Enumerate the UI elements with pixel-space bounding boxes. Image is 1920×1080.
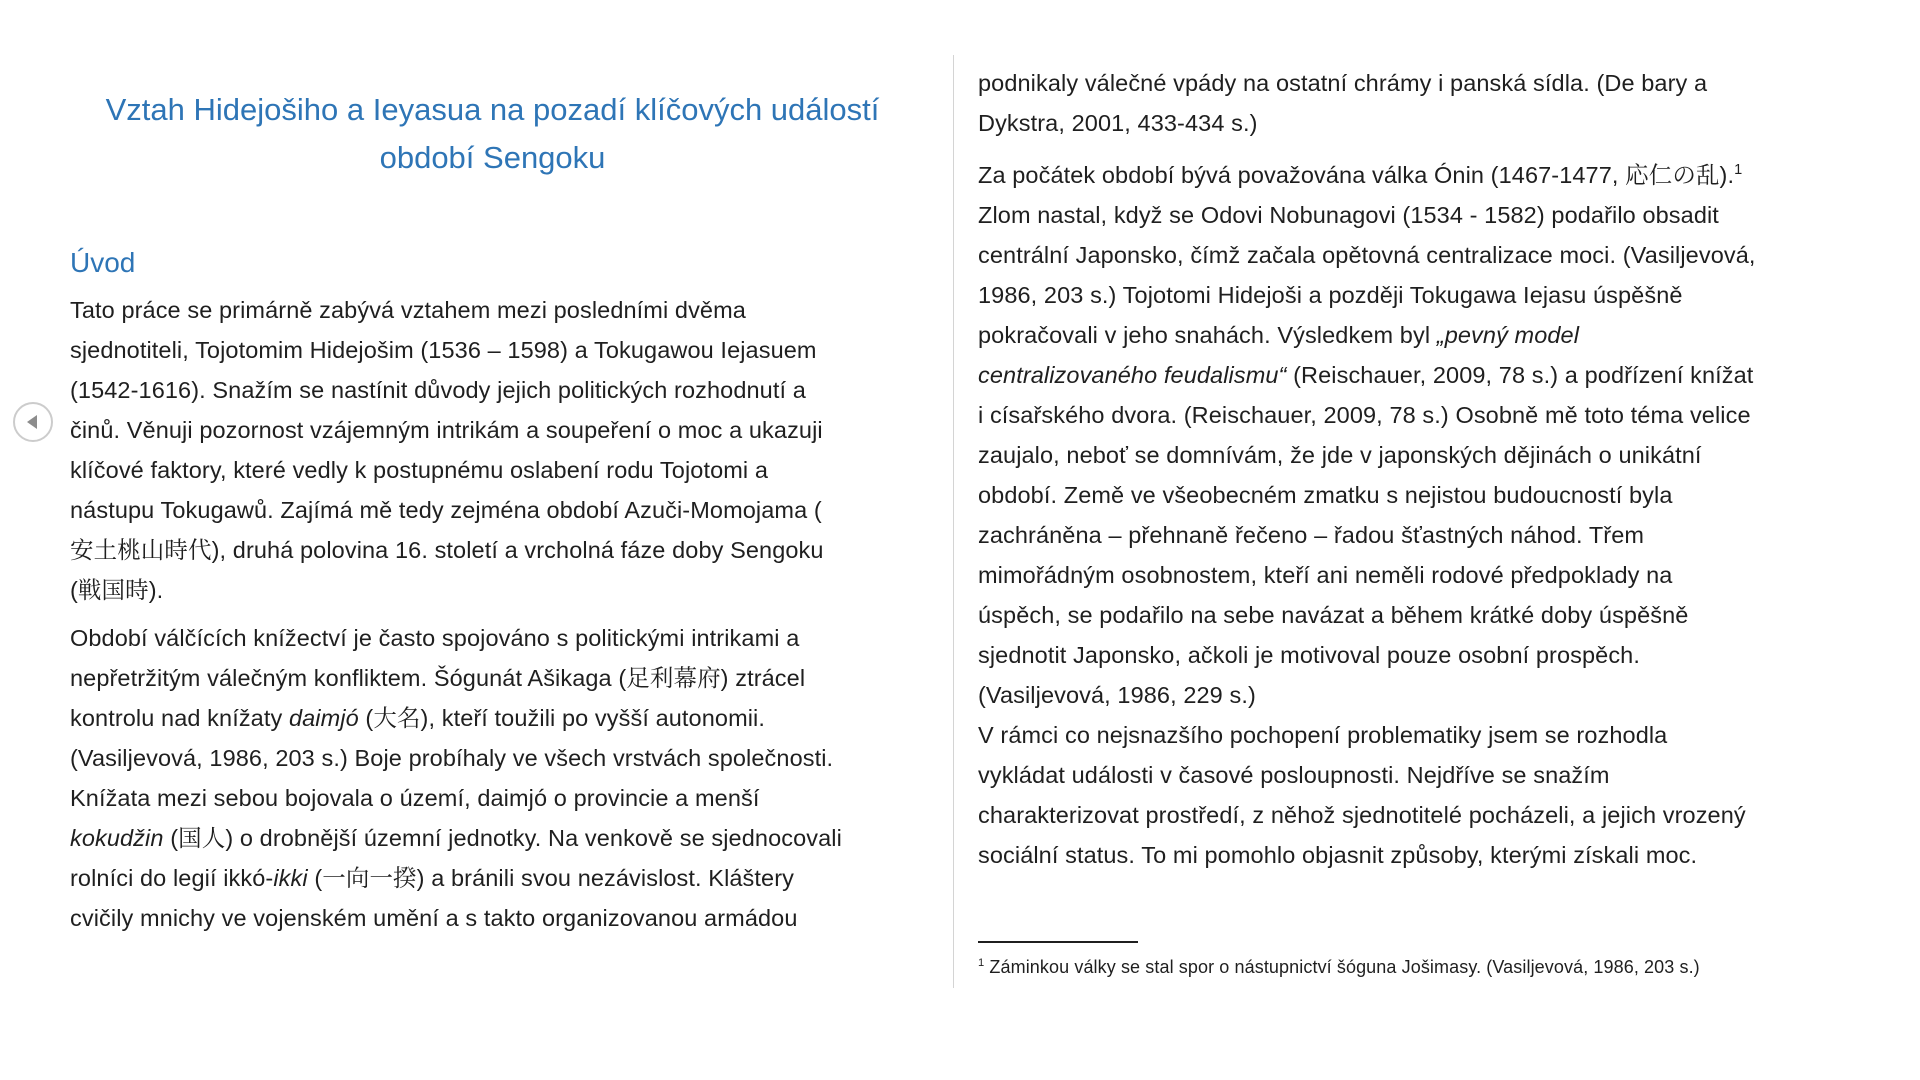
text-line [70, 290, 915, 330]
text-run: Tato práce se primárně zabývá vztahem mezi posledními dvěma [70, 297, 746, 323]
text-line [978, 63, 1823, 103]
text-line [978, 835, 1823, 875]
text-run: nástupu Tokugawů. Zajímá mě tedy zejména období Azuči-Momojama ( [70, 497, 822, 523]
text-line [70, 658, 915, 698]
text-run: úspěch, se podařilo na sebe navázat a během krátké doby úspěšně [978, 602, 1689, 628]
text-line [978, 715, 1823, 755]
text-line [70, 898, 915, 938]
text-run: (戦国時). [70, 577, 164, 603]
text-run: (Vasiljevová, 1986, 203 s.) Boje probíhaly ve všech vrstvách společnosti. [70, 745, 834, 771]
text-run: 安土桃山時代), druhá polovina 16. století a vrcholná fáze doby Sengoku [70, 537, 824, 563]
text-line [70, 370, 915, 410]
text-run: Za počátek období bývá považována válka Ónin (1467-1477, 応仁の乱). [978, 162, 1735, 188]
text-line [70, 778, 915, 818]
text-line [978, 315, 1823, 355]
text-line [978, 755, 1823, 795]
text-run: (1542-1616). Snažím se nastínit důvody jejich politických rozhodnutí a [70, 377, 806, 403]
text-run: Období válčících knížectví je často spojováno s politickými intrikami a [70, 625, 800, 651]
text-run: i císařského dvora. (Reischauer, 2009, 78 s.) Osobně mě toto téma velice [978, 402, 1751, 428]
text-line [70, 698, 915, 738]
text-line [978, 103, 1823, 143]
title-line-2: období Sengoku [379, 140, 606, 175]
text-line [70, 818, 915, 858]
text-line [70, 450, 915, 490]
text-run: (国人) o drobnější územní jednotky. Na venkově se sjednocovali [163, 825, 842, 851]
text-line [70, 330, 915, 370]
document-title [70, 86, 915, 182]
text-run: sjednotiteli, Tojotomim Hidejošim (1536 – 1598) a Tokugawou Iejasuem [70, 337, 817, 363]
text-line [978, 275, 1823, 315]
footnote-separator [978, 941, 1138, 943]
text-run: činů. Věnuji pozornost vzájemným intrikám a soupeření o moc a ukazuji [70, 417, 823, 443]
paragraph-methodology [978, 715, 1823, 875]
text-line [978, 635, 1823, 675]
italic-run: centralizovaného feudalismu“ [978, 362, 1287, 388]
text-run: pokračovali v jeho snahách. Výsledkem byl [978, 322, 1437, 348]
text-run: sociální status. To mi pomohlo objasnit způsoby, kterými získali moc. [978, 842, 1698, 868]
left-arrow-icon [27, 415, 37, 429]
text-line [70, 618, 915, 658]
text-line [70, 490, 915, 530]
text-run: mimořádným osobnostem, kteří ani neměli rodové předpoklady na [978, 562, 1673, 588]
text-run: Záminkou války se stal spor o nástupnictví šóguna Jošimasy. (Vasiljevová, 1986, 203 s.) [984, 957, 1700, 977]
text-run: V rámci co nejsnazšího pochopení problematiky jsem se rozhodla [978, 722, 1668, 748]
text-line [978, 395, 1823, 435]
text-line [978, 355, 1823, 395]
text-line [978, 155, 1823, 195]
text-line [70, 410, 915, 450]
text-run: klíčové faktory, které vedly k postupnému oslabení rodu Tojotomi a [70, 457, 769, 483]
text-line [978, 595, 1823, 635]
text-run: kontrolu nad knížaty [70, 705, 289, 731]
footnote [978, 951, 1823, 983]
text-line [70, 530, 915, 570]
title-line-1: Vztah Hidejošiho a Ieyasua na pozadí klíčových událostí [105, 92, 880, 127]
text-line [978, 235, 1823, 275]
text-run: cvičily mnichy ve vojenském umění a s takto organizovanou armádou [70, 905, 798, 931]
superscript-run: 1 [1734, 162, 1743, 179]
paragraph-intro-1 [70, 290, 915, 610]
text-line [978, 195, 1823, 235]
previous-page-button[interactable] [13, 402, 53, 442]
text-run: (Vasiljevová, 1986, 229 s.) [978, 682, 1256, 708]
italic-run: ikki [273, 865, 308, 891]
text-run: sjednotit Japonsko, ačkoli je motivoval pouze osobní prospěch. [978, 642, 1640, 668]
italic-run: daimjó [288, 705, 359, 731]
italic-run: kokudžin [70, 825, 164, 851]
text-run: 1986, 203 s.) Tojotomi Hidejoši a později Tokugawa Iejasu úspěšně [978, 282, 1683, 308]
text-line [978, 795, 1823, 835]
text-run: zaujalo, neboť se domnívám, že jde v japonských dějinách o unikátní [978, 442, 1702, 468]
text-line [978, 675, 1823, 715]
text-run: Knížata mezi sebou bojovala o území, daimjó o provincie a menší [70, 785, 760, 811]
text-run: (一向一揆) a bránili svou nezávislost. Kláštery [307, 865, 794, 891]
text-run: (Reischauer, 2009, 78 s.) a podřízení knížat [1286, 362, 1754, 388]
text-line [978, 475, 1823, 515]
text-line [978, 951, 1823, 983]
text-run: období. Země ve všeobecném zmatku s nejistou budoucností byla [978, 482, 1673, 508]
text-line [978, 555, 1823, 595]
text-run: centrální Japonsko, čímž začala opětovná centralizace moci. (Vasiljevová, [978, 242, 1756, 268]
text-run: nepřetržitým válečným konfliktem. Šógunát Ašikaga (足利幕府) ztrácel [70, 665, 806, 691]
italic-run: „pevný model [1436, 322, 1580, 348]
text-run: rolníci do legií ikkó- [70, 865, 274, 891]
paragraph-onin-war [978, 155, 1823, 715]
superscript-run: 1 [978, 957, 985, 969]
text-line [70, 738, 915, 778]
text-line [70, 858, 915, 898]
text-line [70, 570, 915, 610]
paragraph-intro-2 [70, 618, 915, 938]
text-run: podnikaly válečné vpády na ostatní chrámy i panská sídla. (De bary a [978, 70, 1708, 96]
section-heading-uvod: Úvod [70, 247, 136, 278]
text-run: Zlom nastal, když se Odovi Nobunagovi (1534 - 1582) podařilo obsadit [978, 202, 1719, 228]
text-run: zachráněna – přehnaně řečeno – řadou šťastných náhod. Třem [978, 522, 1645, 548]
text-run: vykládat události v časové posloupnosti. Nejdříve se snažím [978, 762, 1610, 788]
text-run: (大名), kteří toužili po vyšší autonomii. [358, 705, 766, 731]
text-run: Dykstra, 2001, 433-434 s.) [978, 110, 1258, 136]
text-run: charakterizovat prostředí, z něhož sjednotitelé pocházeli, a jejich vrozený [978, 802, 1746, 828]
column-divider [953, 55, 954, 988]
text-line [978, 515, 1823, 555]
paragraph-right-continuation [978, 63, 1823, 143]
text-line [978, 435, 1823, 475]
